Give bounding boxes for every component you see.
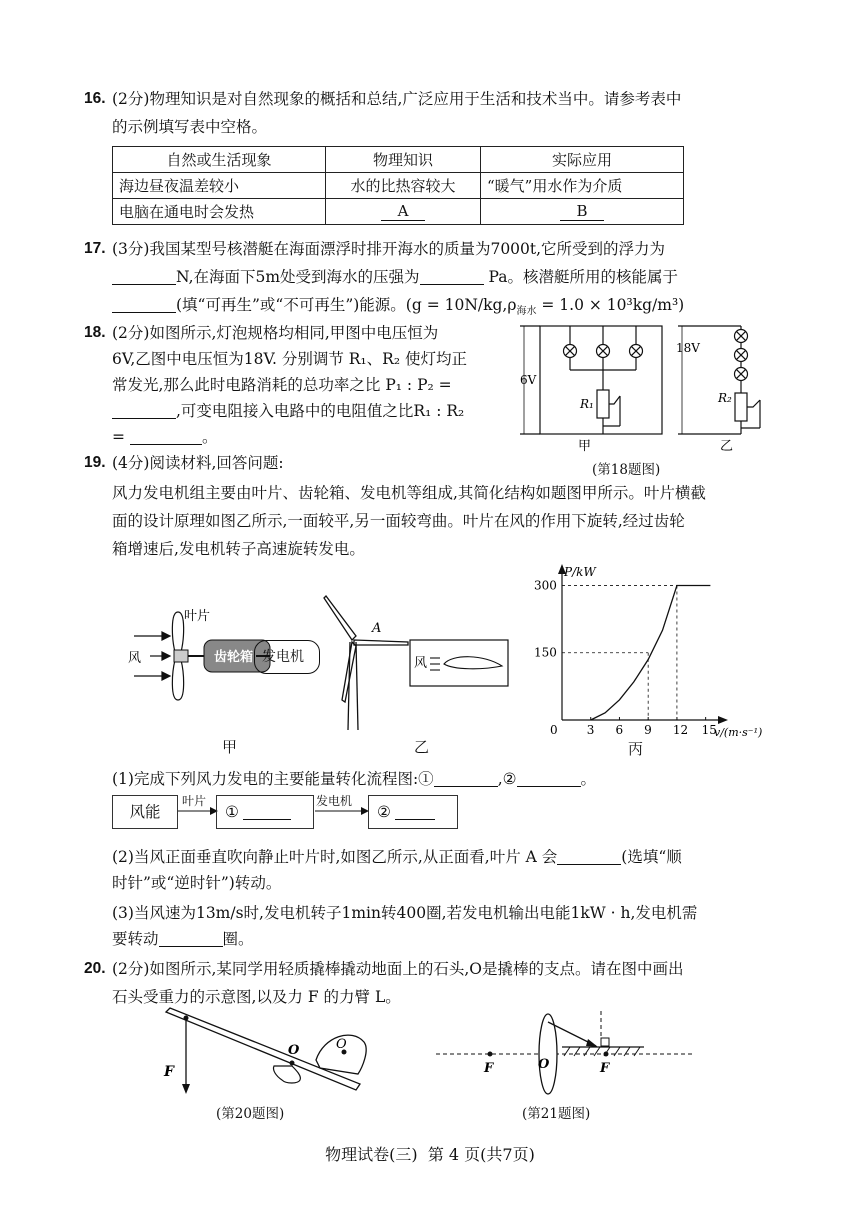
lamp-icon [735,349,748,362]
page-footer: 物理试卷(三) 第 4 页(共7页) [325,1145,535,1164]
figure-label-yi: 乙 [414,738,430,756]
x-tick-label: 0 [550,723,558,737]
table-row [113,173,684,199]
q20-lever-figure [156,1006,396,1100]
x-tick-label: 6 [615,723,624,737]
lamp-icon [735,330,748,343]
table-cell [326,199,481,225]
mirror-hatch [564,1047,640,1056]
circuit-label-yi: 乙 [720,439,734,454]
table-cell [481,199,684,225]
q17-line3-end: = 1.0 × 10³kg/m³) [536,296,685,314]
wind-turbine-structure-figure [122,600,322,750]
answer-blank[interactable] [420,268,484,285]
q17-text-line2 [112,266,678,288]
hub [174,650,188,662]
answer-blank[interactable] [130,428,202,445]
flow-box-1-label: ① [225,803,239,821]
focal-point-left [488,1052,493,1057]
q18-line4: ,可变电阻接入电路中的电阻值之比R₁ : R₂ [176,402,465,420]
focal-f-left-label: F [484,1061,494,1076]
flow-box-2 [368,795,458,829]
focal-point-right [604,1052,609,1057]
gearbox-label: 齿轮箱 [214,650,254,665]
circuit-label-jia: 甲 [578,439,592,454]
q19-sub2-a: (2)当风正面垂直吹向静止叶片时,如图乙所示,从正面看,叶片 A 会 [112,848,558,866]
figure-label-bing: 丙 [628,740,644,758]
turbine-blade-figure [312,590,512,740]
table-cell: “暖气”用水作为介质 [481,173,684,199]
q19-sub2-line1 [112,846,682,868]
power-curve [591,586,711,721]
convex-lens [539,1014,557,1094]
optical-center-o-label: O [538,1057,550,1072]
q18-text-line4 [112,400,464,422]
q21-lens-figure [430,1006,700,1096]
blade-label: 叶片 [184,609,211,624]
q19-paragraph-line1: 风力发电机组主要由叶片、齿轮箱、发电机等组成,其简化结构如题图甲所示。叶片横截 [112,484,706,502]
blade-point-a: A [372,621,382,636]
generator-label: 发电机 [262,649,304,665]
q19-sub3-b: 要转动 [112,930,159,948]
q20-text-line2: 石头受重力的示意图,以及力 F 的力臂 L。 [112,988,401,1006]
q19-paragraph-line2: 面的设计原理如图乙所示,一面较平,另一面较弯曲。叶片在风的作用下旋转,经过齿轮 [112,512,685,530]
table-header-cell: 实际应用 [481,147,684,173]
answer-blank-b[interactable]: B [560,202,604,221]
voltage-label-18v: 18V [676,341,700,355]
q16-text-line2: 的示例填写表中空格。 [112,118,268,136]
table-header-row [113,147,684,173]
answer-blank[interactable] [159,930,223,947]
table-header-cell: 自然或生活现象 [113,147,326,173]
q21-figure-caption: (第21题图) [522,1106,591,1122]
answer-blank[interactable] [243,803,291,820]
figure-label-jia: 甲 [222,738,238,756]
x-tick-label: 9 [644,723,652,737]
fulcrum-o-label: O [288,1043,300,1058]
circuit-jia [520,326,662,434]
flow-arrow-2-label: 发电机 [316,794,353,808]
table-row [113,199,684,225]
x-axis-arrow [718,716,728,724]
q17-number: 17. [84,240,106,257]
right-angle-mark [601,1038,609,1046]
q19-sub2-line2: 时针”或“逆时针”)转动。 [112,874,282,892]
resistor-label-r1: R₁ [580,397,594,411]
q18-circuit-figure [510,318,780,458]
lamp-icon [630,345,643,358]
x-tick-label: 12 [672,723,689,737]
flow-box-start [112,795,178,829]
q20-number: 20. [84,960,106,977]
q19-sub1-end: 。 [580,770,597,788]
answer-blank[interactable] [517,770,581,787]
q19-sub3-line1: (3)当风速为13m/s时,发电机转子1min转400圈,若发电机输出电能1kW · h,发电机需 [112,904,698,922]
q18-text-line2: 6V,乙图中电压恒为18V. 分别调节 R₁、R₂ 使灯均正 [112,350,467,368]
table-cell: 海边昼夜温差较小 [113,173,326,199]
q17-line2-b: Pa。核潜艇所用的核能属于 [488,268,678,286]
q16-text-line1: (2分)物理知识是对自然现象的概括和总结,广泛应用于生活和技术当中。请参考表中 [112,90,682,108]
x-tick-label: 3 [586,723,595,737]
answer-blank[interactable] [112,296,176,313]
q18-text-line3: 常发光,那么此时电路消耗的总功率之比 P₁ : P₂ = [112,376,452,394]
voltage-label-6v: 6V [520,373,537,387]
y-tick-label: 150 [534,645,557,660]
flow-box-2-label: ② [377,803,391,821]
answer-blank[interactable] [112,402,176,419]
q19-sub1-sep: ,② [497,770,517,788]
q19-sub1 [112,768,596,790]
flow-arrow-1-label: 叶片 [182,794,207,808]
x-axis-label: v/(m·s⁻¹) [714,726,763,739]
q18-line5-b: 。 [201,428,218,446]
q17-line2-a: N,在海面下5m处受到海水的压强为 [176,268,420,286]
airfoil-wind-label: 风 [414,656,428,671]
answer-blank[interactable] [112,268,176,285]
q16-number: 16. [84,90,106,107]
answer-blank[interactable] [434,770,498,787]
fulcrum-rock [273,1066,300,1083]
q18-number: 18. [84,324,106,341]
flow-box-1 [216,795,314,829]
lamp-icon [597,345,610,358]
flow-start-label: 风能 [129,803,161,821]
answer-blank[interactable] [557,848,621,865]
q17-line3-sub: 海水 [516,306,537,318]
q18-figure-caption: (第18题图) [592,462,661,478]
q19-paragraph-line3: 箱增速后,发电机转子高速旋转发电。 [112,540,365,558]
q17-text-line1: (3分)我国某型号核潜艇在海面漂浮时排开海水的质量为7000t,它所受到的浮力为 [112,240,666,258]
y-tick-label: 300 [534,578,557,593]
focal-f-right-label: F [600,1061,610,1076]
stone-o-label: O [336,1037,347,1052]
lamp-icon [564,345,577,358]
wind-label: 风 [128,651,142,666]
table-cell: 电脑在通电时会发热 [113,199,326,225]
q18-text-line1: (2分)如图所示,灯泡规格均相同,甲图中电压恒为 [112,324,439,342]
lamp-icon [735,368,748,381]
force-f-label: F [164,1064,174,1080]
table-cell: 水的比热容较大 [326,173,481,199]
q19-sub1-text: (1)完成下列风力发电的主要能量转化流程图:① [112,770,434,788]
q17-line3: (填“可再生”或“不可再生”)能源。(g = 10N/kg,ρ [176,296,517,314]
x-tick-label: 15 [701,723,717,737]
q19-sub3-c: 圈。 [222,930,254,948]
answer-blank-a[interactable]: A [381,202,425,221]
fulcrum-point [290,1061,295,1066]
answer-blank[interactable] [395,803,435,820]
q19-text-line1: (4分)阅读材料,回答问题: [112,454,284,472]
q19-number: 19. [84,454,106,471]
q20-text-line1: (2分)如图所示,某同学用轻质撬棒撬动地面上的石头,O是撬棒的支点。请在图中画出 [112,960,684,978]
q18-text-line5 [112,426,217,448]
q18-line5-a: = [112,428,125,446]
q20-figure-caption: (第20题图) [216,1106,285,1122]
table-header-cell: 物理知识 [326,147,481,173]
q16-table [112,146,684,225]
y-axis-label: P/kW [564,565,596,579]
resistor-label-r2: R₂ [718,391,732,405]
q19-sub2-b: (选填“顺 [621,848,682,866]
q19-sub3-line2 [112,928,254,950]
power-wind-speed-chart [520,560,770,744]
